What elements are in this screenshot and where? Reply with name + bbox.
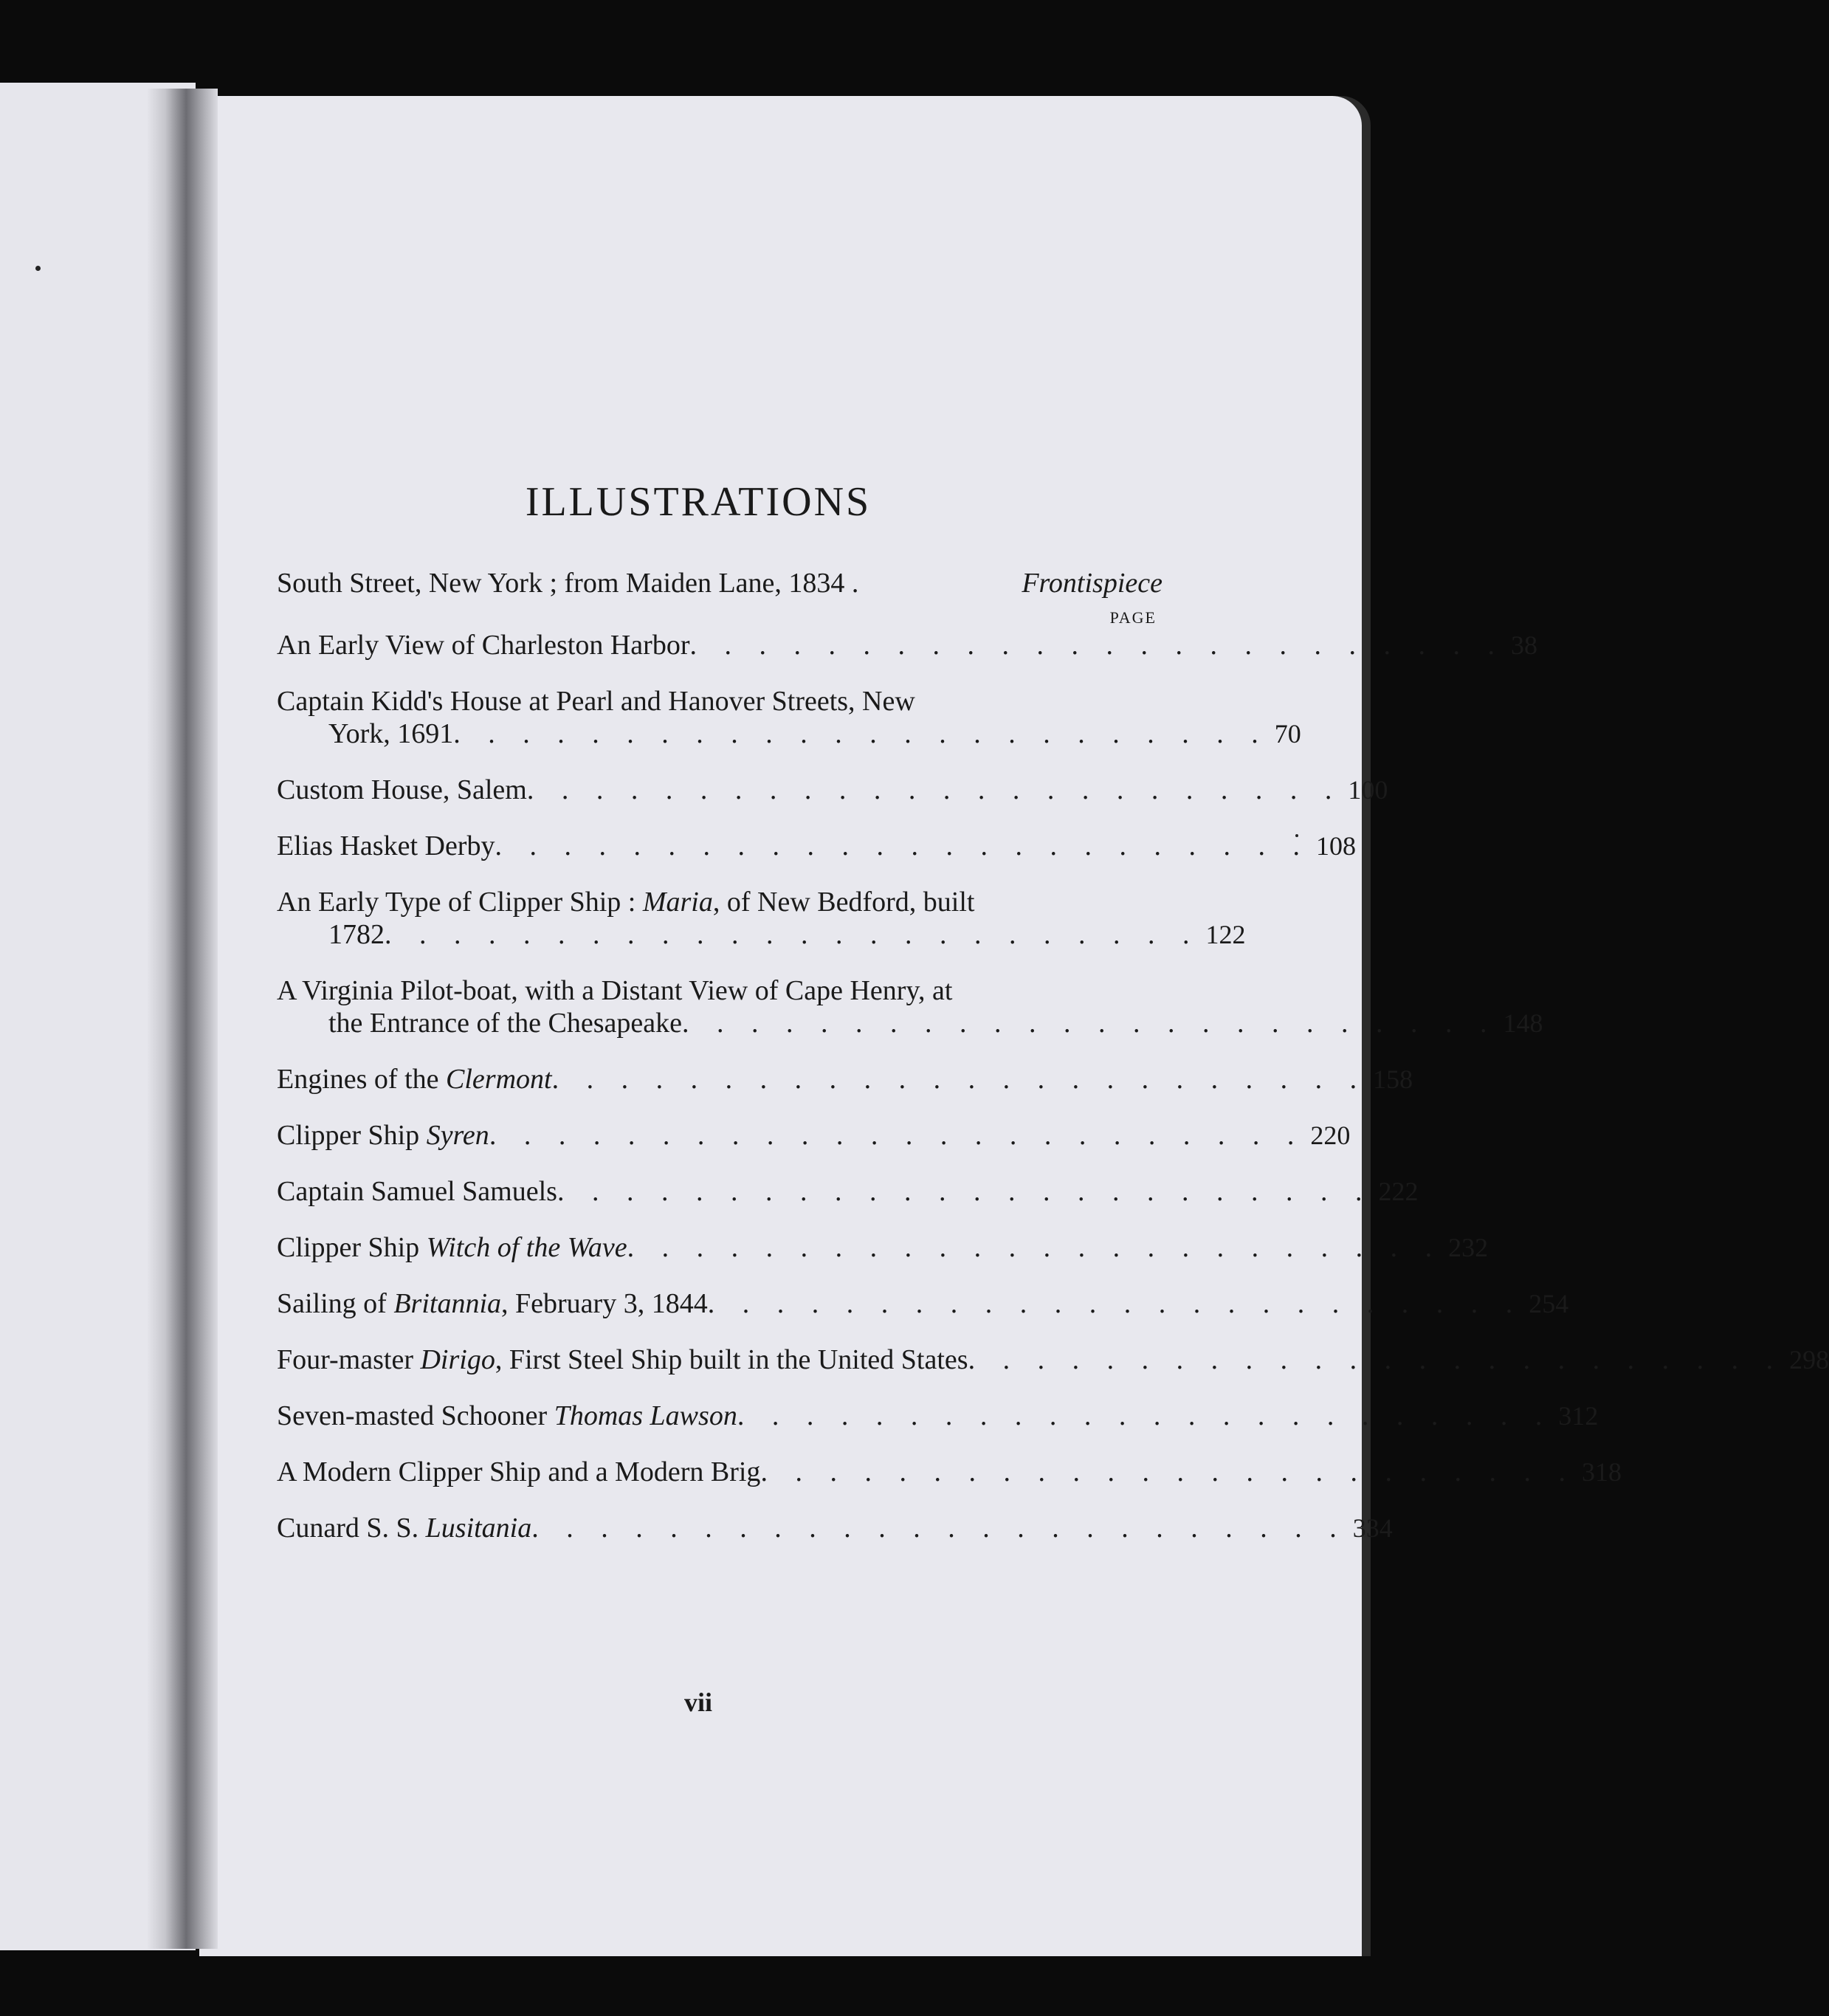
entry-page: 100 — [1348, 775, 1388, 805]
entry-page: 298 — [1789, 1345, 1829, 1375]
dot-leader: . . . . . . . . . . . . . . . . . . . . . . . . — [489, 1120, 1305, 1151]
entry-title: An Early View of Charleston Harbor — [277, 630, 690, 661]
entry-title-continued: 1782 — [328, 919, 385, 950]
list-item — [277, 1344, 1829, 1376]
list-item — [277, 886, 1162, 918]
list-item — [277, 1400, 1599, 1432]
entry-title: Sailing of Britannia, February 3, 1844 — [277, 1288, 708, 1319]
entry-title: Four-master Dirigo, First Steel Ship built in the United States — [277, 1344, 968, 1375]
entry-title: Seven-masted Schooner Thomas Lawson — [277, 1400, 737, 1431]
entry-page: 158 — [1373, 1064, 1413, 1094]
dot-leader: . . . . . . . . . . . . . . . . . . . . . . . . — [760, 1456, 1576, 1487]
list-item — [277, 1119, 1351, 1152]
entry-title: A Modern Clipper Ship and a Modern Brig — [277, 1456, 761, 1487]
entry-title: Elias Hasket Derby — [277, 830, 495, 861]
entry-page: Frontispiece — [1022, 568, 1162, 599]
list-item — [277, 1175, 1419, 1208]
list-item — [277, 1512, 1393, 1544]
dot-leader: . . . . . . . . . . . . . . . . . . . . . . . . — [526, 774, 1343, 805]
entry-page: 148 — [1503, 1008, 1543, 1038]
list-item — [277, 1231, 1489, 1264]
entry-title-continued: York, 1691 — [328, 718, 454, 749]
entry-page: 222 — [1378, 1177, 1419, 1206]
entry-page: 108 — [1315, 831, 1356, 861]
list-item — [277, 974, 1162, 1007]
dot-leader: . . . . . . . . . . . . . . . . . . . . . . . . — [968, 1344, 1784, 1375]
entry-page: 70 — [1274, 719, 1301, 749]
entry-page: 318 — [1581, 1457, 1622, 1487]
list-item — [277, 567, 1162, 599]
dot-leader: . . . . . . . . . . . . . . . . . . . . . . . . — [495, 830, 1310, 861]
page-number: vii — [683, 1688, 712, 1717]
dot-leader: . . . . . . . . . . . . . . . . . . . . . . . . — [707, 1288, 1523, 1319]
dot-leader: . . . . . . . . . . . . . . . . . . . . . . . . — [385, 919, 1200, 950]
dot-leader: . . . . . . . . . . . . . . . . . . . . . . . . — [627, 1232, 1443, 1263]
entry-title: A Virginia Pilot-boat, with a Distant View of Cape Henry, at — [277, 975, 953, 1006]
entry-title: Custom House, Salem — [277, 774, 527, 805]
entry-page: 122 — [1205, 920, 1246, 949]
entry-title-continued: the Entrance of the Chesapeake — [328, 1008, 682, 1039]
illustrations-list — [277, 567, 1829, 1568]
list-item — [277, 629, 1537, 661]
entry-page: 334 — [1352, 1513, 1393, 1543]
entry-page: 232 — [1448, 1233, 1489, 1262]
entry-page: 220 — [1310, 1121, 1351, 1150]
dust-speck — [35, 266, 41, 271]
entry-page: 312 — [1558, 1401, 1599, 1431]
entry-page: 254 — [1529, 1289, 1569, 1318]
list-item-continuation — [277, 718, 1301, 750]
list-item — [277, 774, 1388, 806]
list-item — [277, 830, 1356, 862]
entry-title: Clipper Ship Syren — [277, 1120, 489, 1151]
dot-leader: . . . . . . . . . . . . . . . . . . . . . . . . — [689, 630, 1505, 661]
dot-leader: . . . . . . . . . . . . . . . . . . . . . . . . — [682, 1008, 1498, 1039]
page-gutter-shadow — [148, 89, 218, 1949]
list-item — [277, 1063, 1413, 1095]
entry-page: 38 — [1510, 630, 1537, 660]
entry-title: South Street, New York ; from Maiden Lane, 1834 . — [277, 568, 859, 599]
dot-leader: . . . . . . . . . . . . . . . . . . . . . . . . — [453, 718, 1269, 749]
entry-title: Captain Kidd's House at Pearl and Hanover Streets, New — [277, 686, 915, 717]
list-item — [277, 1456, 1622, 1488]
dot-leader: . . . . . . . . . . . . . . . . . . . . . . . . — [531, 1513, 1347, 1544]
list-item — [277, 1287, 1569, 1320]
entry-title: Clipper Ship Witch of the Wave — [277, 1232, 627, 1263]
entry-title: Engines of the Clermont — [277, 1064, 552, 1095]
list-item-continuation — [277, 918, 1246, 951]
page-column-label: PAGE — [1109, 608, 1157, 627]
dot-leader: . . . . . . . . . . . . . . . . . . . . . . . . — [737, 1400, 1553, 1431]
list-item — [277, 685, 1162, 718]
entry-title: Cunard S. S. Lusitania — [277, 1513, 532, 1544]
page-title: ILLUSTRATIONS — [525, 479, 872, 525]
dot-leader: . . . . . . . . . . . . . . . . . . . . . . . . — [551, 1064, 1368, 1095]
dot-leader: . . . . . . . . . . . . . . . . . . . . . . . . — [557, 1176, 1373, 1207]
list-item-continuation — [277, 1007, 1543, 1039]
entry-title: Captain Samuel Samuels — [277, 1176, 557, 1207]
entry-title: An Early Type of Clipper Ship : Maria, of New Bedford, built — [277, 887, 975, 918]
